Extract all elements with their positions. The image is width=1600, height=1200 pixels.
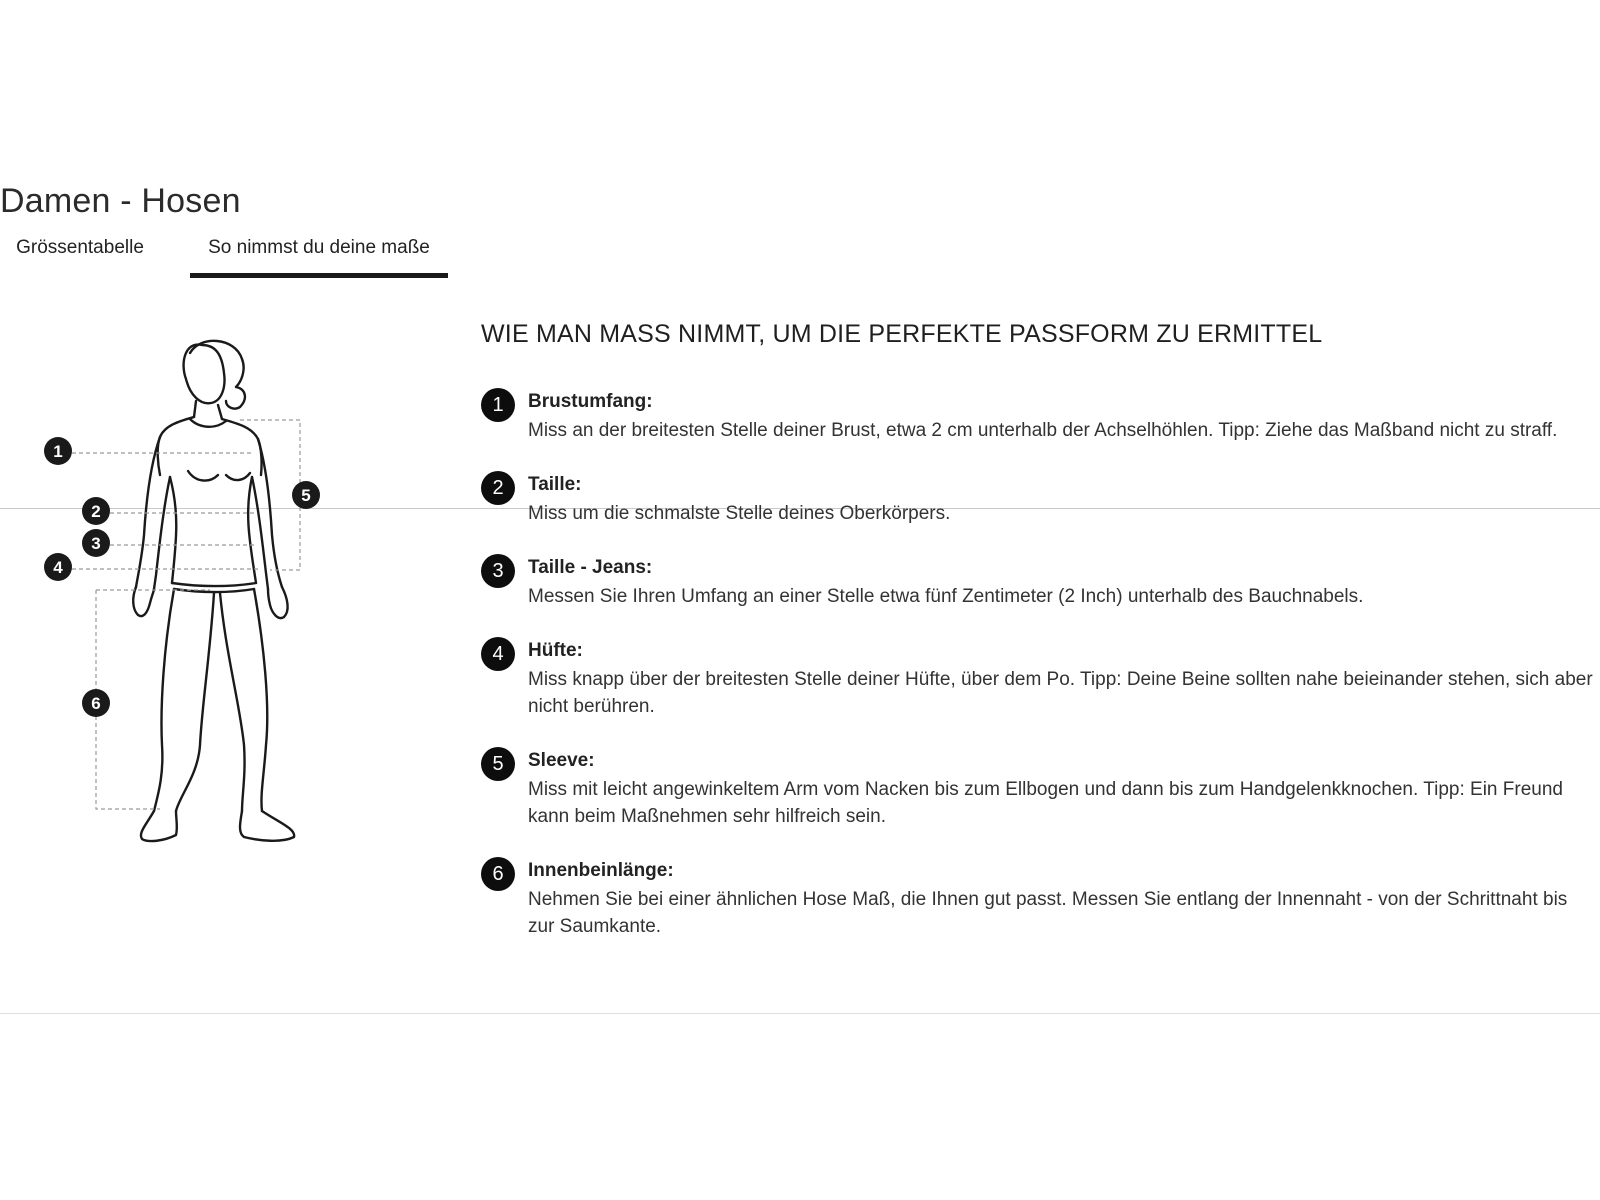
item-number-badge: 5 bbox=[481, 747, 515, 781]
section-heading: WIE MAN MASS NIMMT, UM DIE PERFEKTE PASSFORM ZU ERMITTEL bbox=[481, 320, 1323, 348]
figure-left-leg bbox=[154, 589, 214, 811]
tab-how-to-measure[interactable]: So nimmst du deine maße bbox=[190, 228, 448, 278]
figure-neckline bbox=[190, 419, 226, 427]
item-text: Miss knapp über der breitesten Stelle deiner Hüfte, über dem Po. Tipp: Deine Beine sollten nahe beieinander stehen, sich aber nicht berühren. bbox=[528, 669, 1593, 717]
figure-right-arm bbox=[252, 439, 282, 589]
item-number-badge: 6 bbox=[481, 857, 515, 891]
instruction-item bbox=[481, 856, 1596, 940]
item-title: Sleeve: bbox=[528, 750, 595, 771]
page-title: Damen - Hosen bbox=[0, 182, 241, 220]
item-text: Miss mit leicht angewinkeltem Arm vom Nacken bis zum Ellbogen und dann bis zum Handgelenkknochen. Tipp: Ein Freund kann beim Maßnehmen sehr hilfreich sein. bbox=[528, 779, 1563, 827]
tab-size-chart[interactable]: Grössentabelle bbox=[16, 237, 144, 258]
item-title: Hüfte: bbox=[528, 640, 583, 661]
figure-right-leg bbox=[220, 589, 267, 811]
item-title: Innenbeinlänge: bbox=[528, 860, 674, 881]
figure-torso bbox=[158, 417, 262, 583]
item-title: Taille - Jeans: bbox=[528, 557, 653, 578]
instruction-item bbox=[481, 387, 1596, 444]
figure-waistband bbox=[172, 583, 256, 592]
marker-5-label: 5 bbox=[301, 486, 311, 505]
marker-1-label: 1 bbox=[53, 442, 63, 461]
item-number-badge: 3 bbox=[481, 554, 515, 588]
item-number-badge: 2 bbox=[481, 471, 515, 505]
item-text: Messen Sie Ihren Umfang an einer Stelle etwa fünf Zentimeter (2 Inch) unterhalb des Bauchnabels. bbox=[528, 586, 1364, 607]
figure-bust bbox=[188, 471, 250, 481]
item-text: Miss an der breitesten Stelle deiner Brust, etwa 2 cm unterhalb der Achselhöhlen. Tipp: Ziehe das Maßband nicht zu straff. bbox=[528, 420, 1558, 441]
item-title: Taille: bbox=[528, 474, 582, 495]
instruction-item bbox=[481, 746, 1596, 830]
figure-left-foot bbox=[141, 811, 177, 841]
tab-bar bbox=[0, 228, 1600, 282]
figure-left-hand bbox=[133, 587, 154, 616]
marker-3-label: 3 bbox=[91, 534, 101, 553]
bottom-divider bbox=[0, 1013, 1600, 1014]
item-text: Nehmen Sie bei einer ähnlichen Hose Maß, die Ihnen gut passt. Messen Sie entlang der Innennaht - von der Schrittnaht bis zur Saumkante. bbox=[528, 889, 1568, 937]
marker-2-label: 2 bbox=[91, 502, 101, 521]
figure-right-hand bbox=[268, 587, 288, 618]
body-measurement-figure bbox=[30, 325, 350, 870]
measurement-instructions bbox=[481, 320, 1596, 966]
item-text: Miss um die schmalste Stelle deines Oberkörpers. bbox=[528, 503, 951, 524]
item-title: Brustumfang: bbox=[528, 391, 653, 412]
instruction-item bbox=[481, 636, 1596, 720]
marker-4-label: 4 bbox=[53, 558, 63, 577]
item-number-badge: 1 bbox=[481, 388, 515, 422]
figure-right-foot bbox=[240, 811, 294, 841]
instruction-item bbox=[481, 553, 1596, 610]
item-number-badge: 4 bbox=[481, 637, 515, 671]
instruction-item bbox=[481, 470, 1596, 527]
marker-6-label: 6 bbox=[91, 694, 101, 713]
